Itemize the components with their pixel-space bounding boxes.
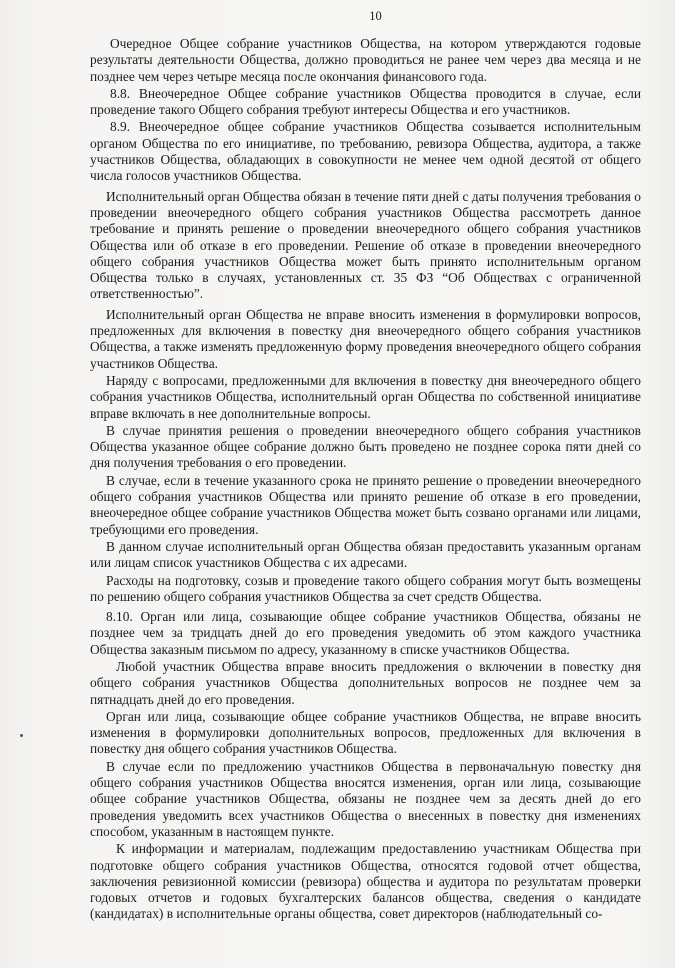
- paragraph-expenses: Расходы на подготовку, созыв и проведение такого общего собрания могут быть возмещены по решению общего собрания участников Общества за счет средств Общества.: [90, 572, 641, 604]
- margin-mark: [20, 734, 23, 737]
- body-text: [90, 36, 641, 923]
- paragraph-no-formulation-changes: Орган или лица, созывающие общее собрание участников Общества, не вправе вносить изменения в формулировки дополнительных вопросов, предложенных для включения в повестку дня общего собрания участников Общества.: [90, 708, 641, 757]
- paragraph-proposals: Любой участник Общества вправе вносить предложения о включении в повестку дня общего собрания участников Общества дополнительных вопросов не позднее чем за пятнадцать дней до его проведения.: [90, 658, 641, 707]
- paragraph-convened-by-others: В случае, если в течение указанного срока не принято решение о проведении внеочередного общего собрания участников Общества или принято решение об отказе в его проведении, внеочередное общее собрание участников Общества может быть созвано органами или лицами, требующими его проведения.: [90, 472, 641, 537]
- paragraph-agenda-changes: В случае если по предложению участников Общества в первоначальную повестку дня общего собрания участников Общества вносятся изменения, орган или лица, созывающие общее собрание участников Общества, обязаны не позднее чем за десять дней до его проведения уведомить всех участников Общества о внесенных в повестку дня изменениях способом, указанным в настоящем пункте.: [90, 758, 641, 839]
- paragraph-executive-obligation: Исполнительный орган Общества обязан в течение пяти дней с даты получения требования о проведении внеочередного общего собрания участников Общества рассмотреть данное требование и принять решение о проведении внеочередного общего собрания участников Общества или об отказе в его проведении. Решение об отказе в проведении внеочередного общего собрания участников Общества может быть принято исполнительным органом Общества только в случаях, установленных ст. 35 ФЗ “Об Обществах с ограниченной ответственностью”.: [90, 188, 641, 302]
- paragraph-8-8: 8.8. Внеочередное Общее собрание участников Общества проводится в случае, если проведение такого Общего собрания требуют интересы Общества и его участников.: [90, 85, 641, 118]
- paragraph-participant-list: В данном случае исполнительный орган Общества обязан предоставить указанным органам или лицам список участников Общества с их адресами.: [90, 538, 641, 571]
- paragraph-information-materials: К информации и материалам, подлежащим предоставлению участникам Общества при подготовке общего собрания участников Общества, относятся годовой отчет общества, заключения ревизионной комиссии (ревизора) общества и аудитора по результатам проверки годовых отчетов и годовых бухгалтерских балансов общества, сведения о кандидате (кандидатах) в исполнительные органы общества, совет директоров (наблюдательный со-: [90, 841, 641, 922]
- paragraph-annual-meeting: Очередное Общее собрание участников Общества, на котором утверждаются годовые результаты деятельности Общества, должно проводиться не ранее чем через два месяца и не позднее чем через четыре месяца после окончания финансового года.: [90, 36, 641, 84]
- paragraph-8-10: 8.10. Орган или лица, созывающие общее собрание участников Общества, обязаны не позднее чем за тридцать дней до его проведения уведомить об этом каждого участника Общества заказным письмом по адресу, указанному в списке участников Общества.: [90, 609, 641, 657]
- paragraph-additional-questions: Наряду с вопросами, предложенными для включения в повестку дня внеочередного общего собрания участников Общества, исполнительный орган Общества по собственной инициативе вправе включать в нее дополнительные вопросы.: [90, 372, 641, 421]
- page-number: 10: [369, 9, 382, 23]
- paragraph-45-days: В случае принятия решения о проведении внеочередного общего собрания участников Общества указанное общее собрание должно быть проведено не позднее сорока пяти дней со дня получения требования о его проведении.: [90, 422, 641, 471]
- paragraph-8-9: 8.9. Внеочередное общее собрание участников Общества созывается исполнительным органом Общества по его инициативе, по требованию, ревизора Общества, аудитора, а также участников Общества, обладающих в совокупности не менее чем одной десятой от общего числа голосов участников Общества.: [90, 119, 641, 184]
- paragraph-no-changes: Исполнительный орган Общества не вправе вносить изменения в формулировки вопросов, предложенных для включения в повестку дня внеочередного общего собрания участников Общества, а также изменять предложенную форму проведения внеочередного общего собрания участников Общества.: [90, 306, 641, 371]
